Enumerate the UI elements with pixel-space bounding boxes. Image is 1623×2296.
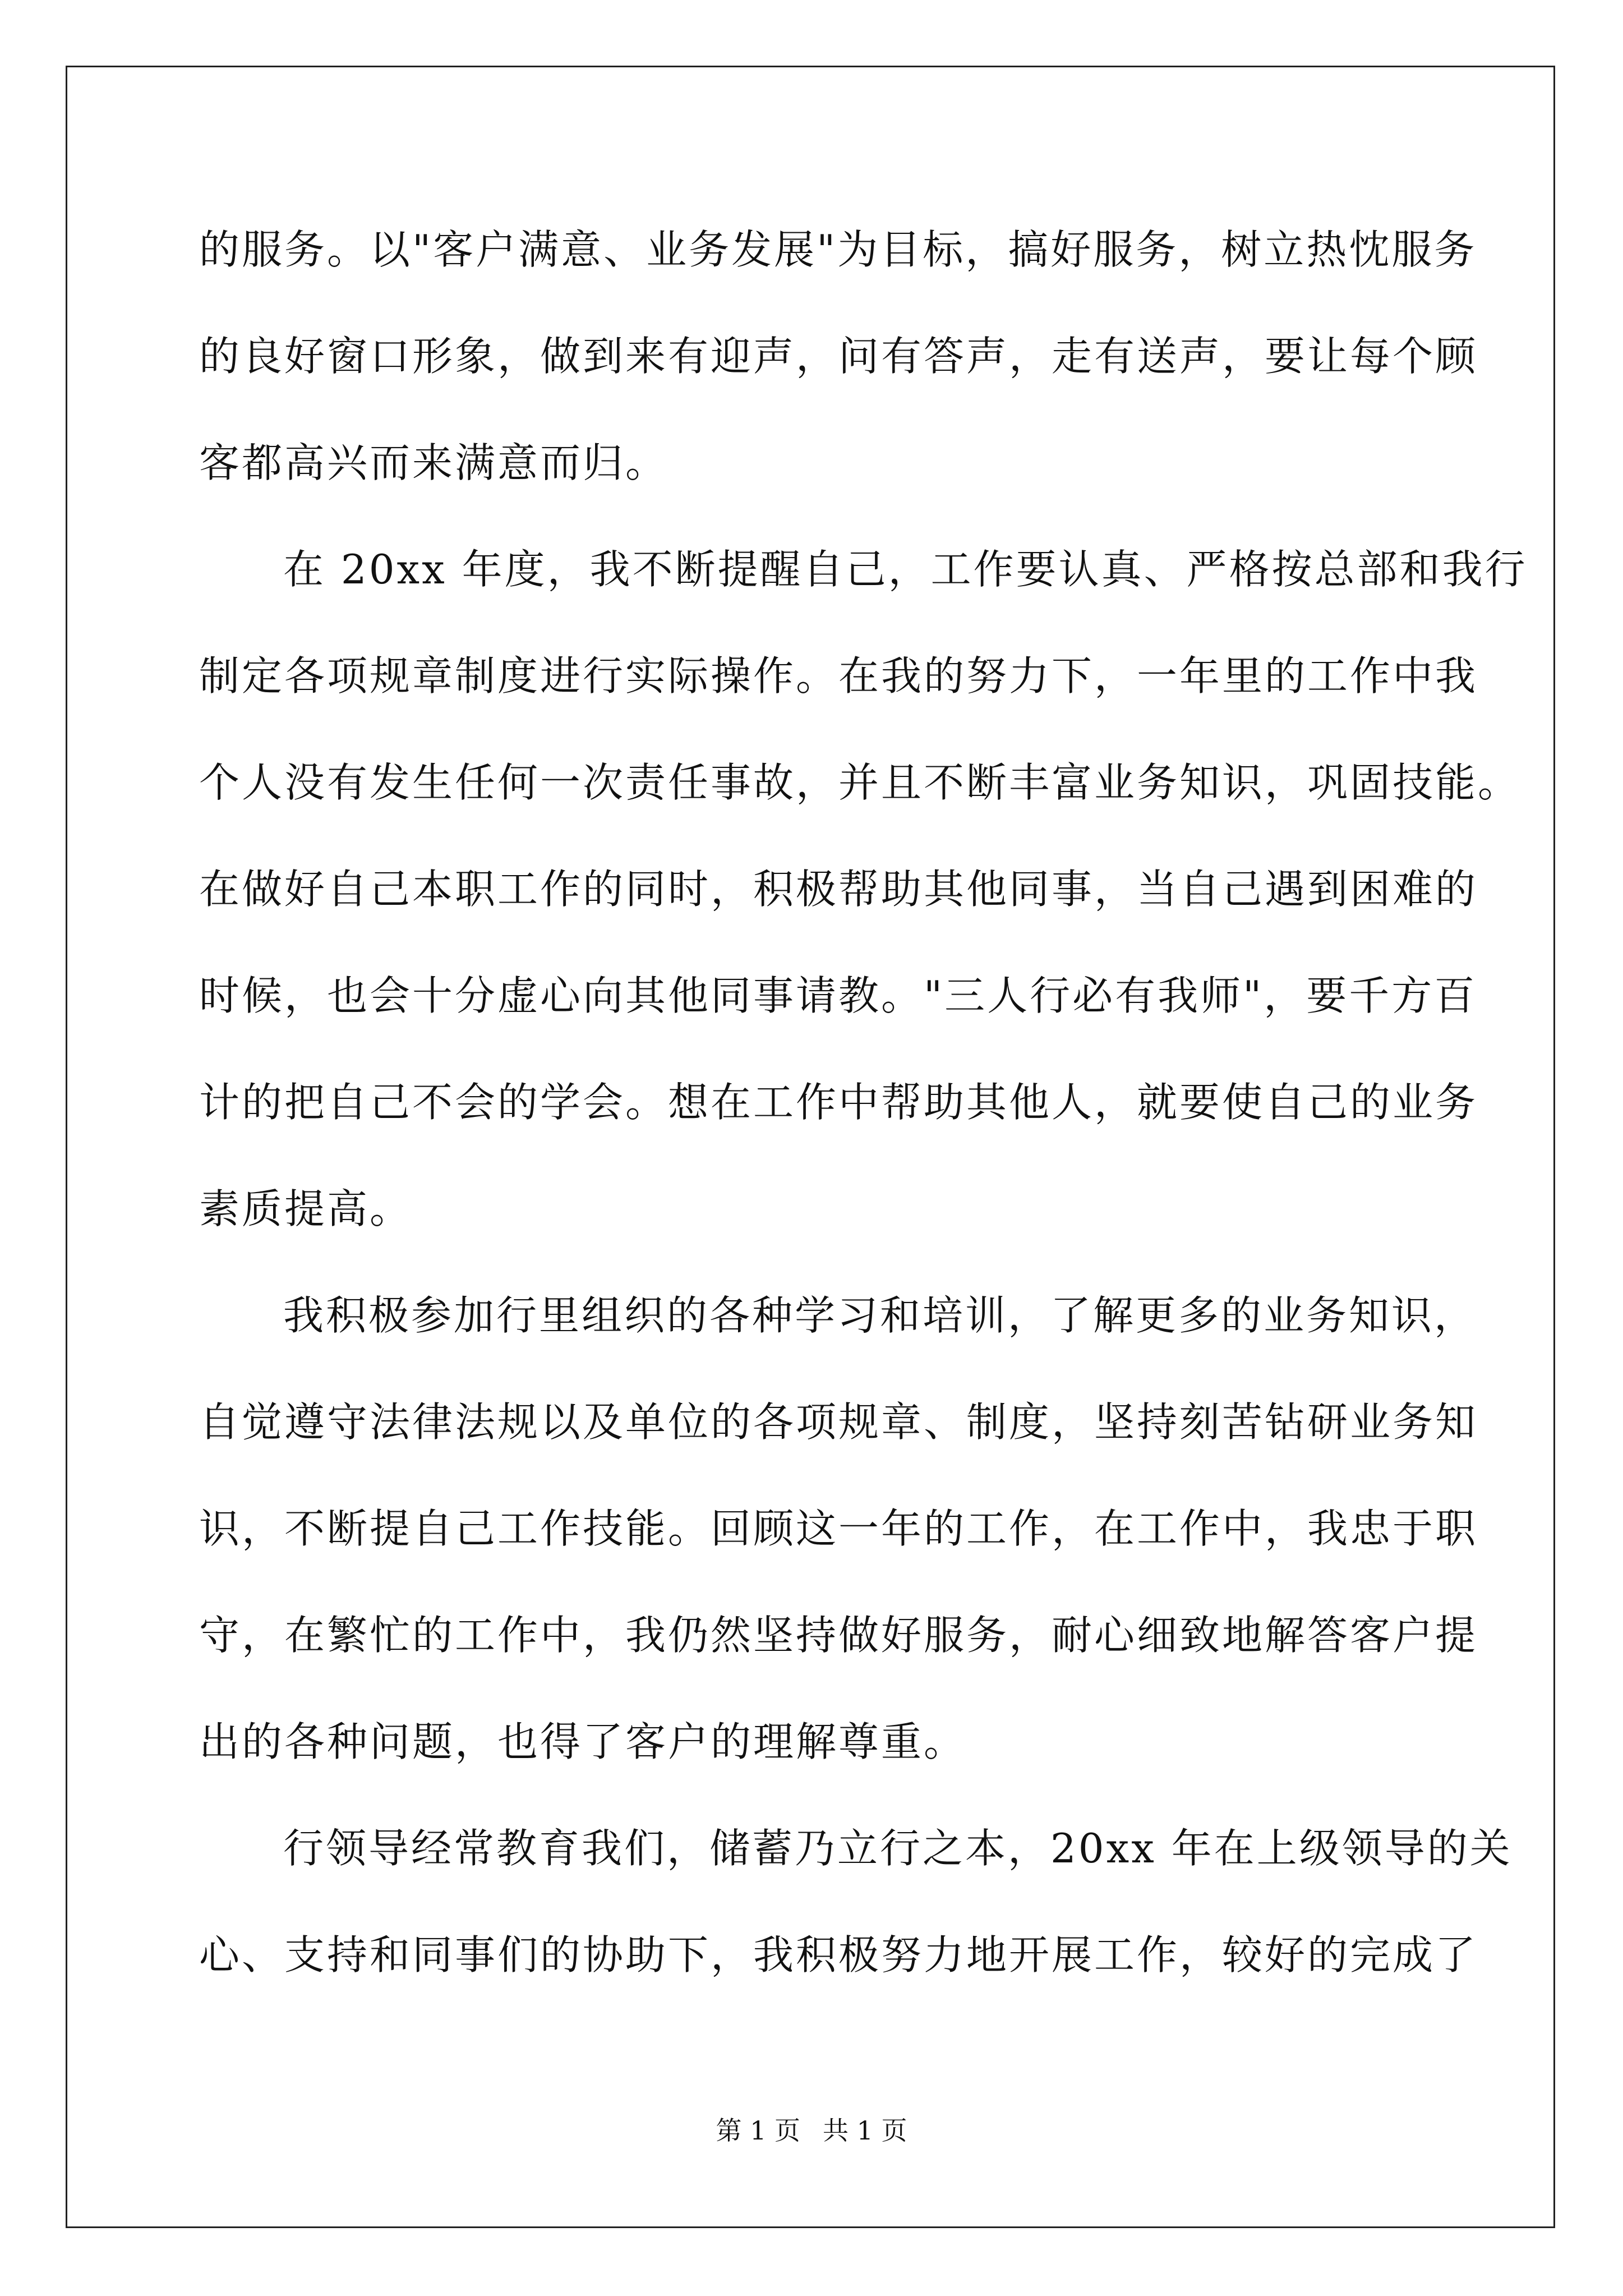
text-line: 个人没有发生任何一次责任事故，并且不断丰富业务知识，巩固技能。	[199, 759, 1521, 806]
text-line: 在做好自己本职工作的同时，积极帮助其他同事，当自己遇到困难的	[199, 866, 1478, 913]
text-line: 时候，也会十分虚心向其他同事请教。"三人行必有我师"，要千方百	[199, 972, 1477, 1019]
text-line: 素质提高。	[199, 1185, 413, 1232]
text-line: 的良好窗口形象，做到来有迎声，问有答声，走有送声，要让每个顾	[199, 333, 1478, 380]
text-line: 客都高兴而来满意而归。	[199, 439, 668, 486]
text-line: 制定各项规章制度进行实际操作。在我的努力下，一年里的工作中我	[199, 652, 1478, 700]
text-line: 识，不断提自己工作技能。回顾这一年的工作，在工作中，我忠于职	[199, 1505, 1478, 1552]
text-line: 的服务。以"客户满意、业务发展"为目标，搞好服务，树立热忱服务	[199, 226, 1477, 273]
text-line: 心、支持和同事们的协助下，我积极努力地开展工作，较好的完成了	[199, 1931, 1478, 1978]
text-line: 计的把自己不会的学会。想在工作中帮助其他人，就要使自己的业务	[199, 1079, 1478, 1126]
text-line: 出的各种问题，也得了客户的理解尊重。	[199, 1718, 967, 1765]
page-number: 第 1 页	[716, 2115, 800, 2146]
text-line: 我积极参加行里组织的各种学习和培训，了解更多的业务知识，	[283, 1292, 1477, 1339]
page-total: 共 1 页	[823, 2115, 907, 2146]
text-line: 在 20xx 年度，我不断提醒自己，工作要认真、严格按总部和我行	[283, 546, 1528, 593]
text-line: 自觉遵守法律法规以及单位的各项规章、制度，坚持刻苦钻研业务知	[199, 1398, 1478, 1446]
text-line: 守，在繁忙的工作中，我仍然坚持做好服务，耐心细致地解答客户提	[199, 1612, 1478, 1659]
document-body	[199, 216, 1528, 2028]
text-line: 行领导经常教育我们，储蓄乃立行之本，20xx 年在上级领导的关	[283, 1825, 1513, 1872]
page-footer	[0, 2114, 1623, 2147]
